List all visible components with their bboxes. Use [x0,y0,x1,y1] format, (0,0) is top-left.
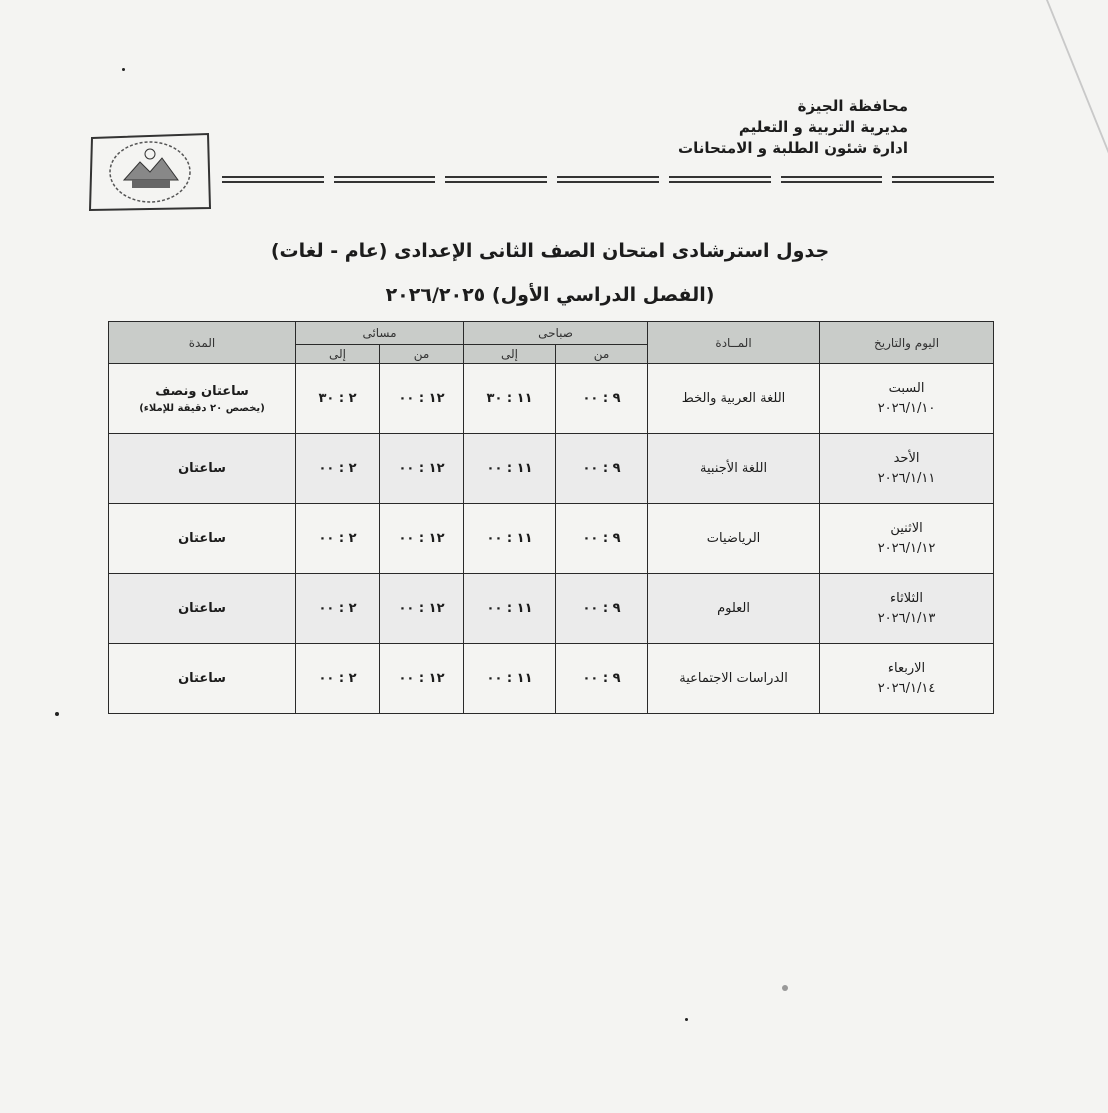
speck-mark [782,985,788,991]
header-evening-from: من [380,345,464,364]
governorate-label: محافظة الجيزة [797,97,908,115]
evening-to-cell: ٢ : ٠٠ [296,644,380,714]
day-date-cell [820,574,994,644]
subject-cell: الدراسات الاجتماعية [648,644,820,714]
day-name: الاربعاء [887,660,926,676]
header-evening-to: إلى [296,345,380,364]
duration-cell: ساعتان [109,504,296,574]
header-evening: مسائى [296,322,464,345]
semester-title: (الفصل الدراسي الأول) ٢٠٢٦/٢٠٢٥ [385,284,715,306]
table-row [109,644,994,714]
header-duration: المدة [109,322,296,364]
header-morning-from: من [556,345,648,364]
department-label: ادارة شئون الطلبة و الامتحانات [678,139,908,157]
page-fold-edge [1046,0,1108,160]
day-name: الاثنين [890,520,923,536]
header-day-date: اليوم والتاريخ [820,322,994,364]
schedule-title: جدول استرشادى امتحان الصف الثانى الإعدادى (عام - لغات) [270,240,830,262]
directorate-label: مديرية التربية و التعليم [738,118,908,136]
day-date-cell [820,434,994,504]
day-name: السبت [888,380,925,396]
evening-from-cell: ١٢ : ٠٠ [380,504,464,574]
subject-cell: العلوم [648,574,820,644]
evening-from-cell: ١٢ : ٠٠ [380,364,464,434]
evening-from-cell: ١٢ : ٠٠ [380,434,464,504]
header-subject: المــادة [648,322,820,364]
table-row [109,364,994,434]
evening-to-cell: ٢ : ٠٠ [296,574,380,644]
subject-cell: الرياضيات [648,504,820,574]
morning-to-cell: ١١ : ٣٠ [464,364,556,434]
header-morning: صباحى [464,322,648,345]
morning-to-cell: ١١ : ٠٠ [464,574,556,644]
exam-date: ٢٠٢٦/١/١١ [877,470,936,486]
duration-cell [109,364,296,434]
morning-from-cell: ٩ : ٠٠ [556,504,648,574]
morning-from-cell: ٩ : ٠٠ [556,434,648,504]
speck-mark [55,712,59,716]
exam-date: ٢٠٢٦/١/١٤ [877,680,936,696]
issuer-header [608,96,908,159]
morning-to-cell: ١١ : ٠٠ [464,504,556,574]
evening-from-cell: ١٢ : ٠٠ [380,574,464,644]
day-name: الثلاثاء [890,590,923,606]
day-name: الأحد [893,450,920,466]
duration-cell: ساعتان [109,434,296,504]
header-divider [222,176,994,186]
subject-cell: اللغة العربية والخط [648,364,820,434]
duration-value: ساعتان ونصف [155,383,249,399]
exam-date: ٢٠٢٦/١/١٣ [877,610,936,626]
table-row [109,574,994,644]
exam-date: ٢٠٢٦/١/١٢ [877,540,936,556]
morning-to-cell: ١١ : ٠٠ [464,434,556,504]
morning-from-cell: ٩ : ٠٠ [556,644,648,714]
morning-from-cell: ٩ : ٠٠ [556,364,648,434]
day-date-cell [820,644,994,714]
evening-to-cell: ٢ : ٠٠ [296,504,380,574]
table-row [109,504,994,574]
day-date-cell [820,364,994,434]
evening-to-cell: ٢ : ٠٠ [296,434,380,504]
department-seal-logo [82,128,218,214]
speck-mark [685,1018,688,1021]
exam-date: ٢٠٢٦/١/١٠ [877,400,936,416]
day-date-cell [820,504,994,574]
duration-note: (يخصص ٢٠ دقيقة للإملاء) [139,402,265,414]
morning-to-cell: ١١ : ٠٠ [464,644,556,714]
subject-cell: اللغة الأجنبية [648,434,820,504]
table-row [109,434,994,504]
morning-from-cell: ٩ : ٠٠ [556,574,648,644]
exam-schedule-table [108,321,994,714]
duration-cell: ساعتان [109,644,296,714]
evening-to-cell: ٢ : ٣٠ [296,364,380,434]
evening-from-cell: ١٢ : ٠٠ [380,644,464,714]
header-morning-to: إلى [464,345,556,364]
speck-mark [122,68,125,71]
duration-cell: ساعتان [109,574,296,644]
